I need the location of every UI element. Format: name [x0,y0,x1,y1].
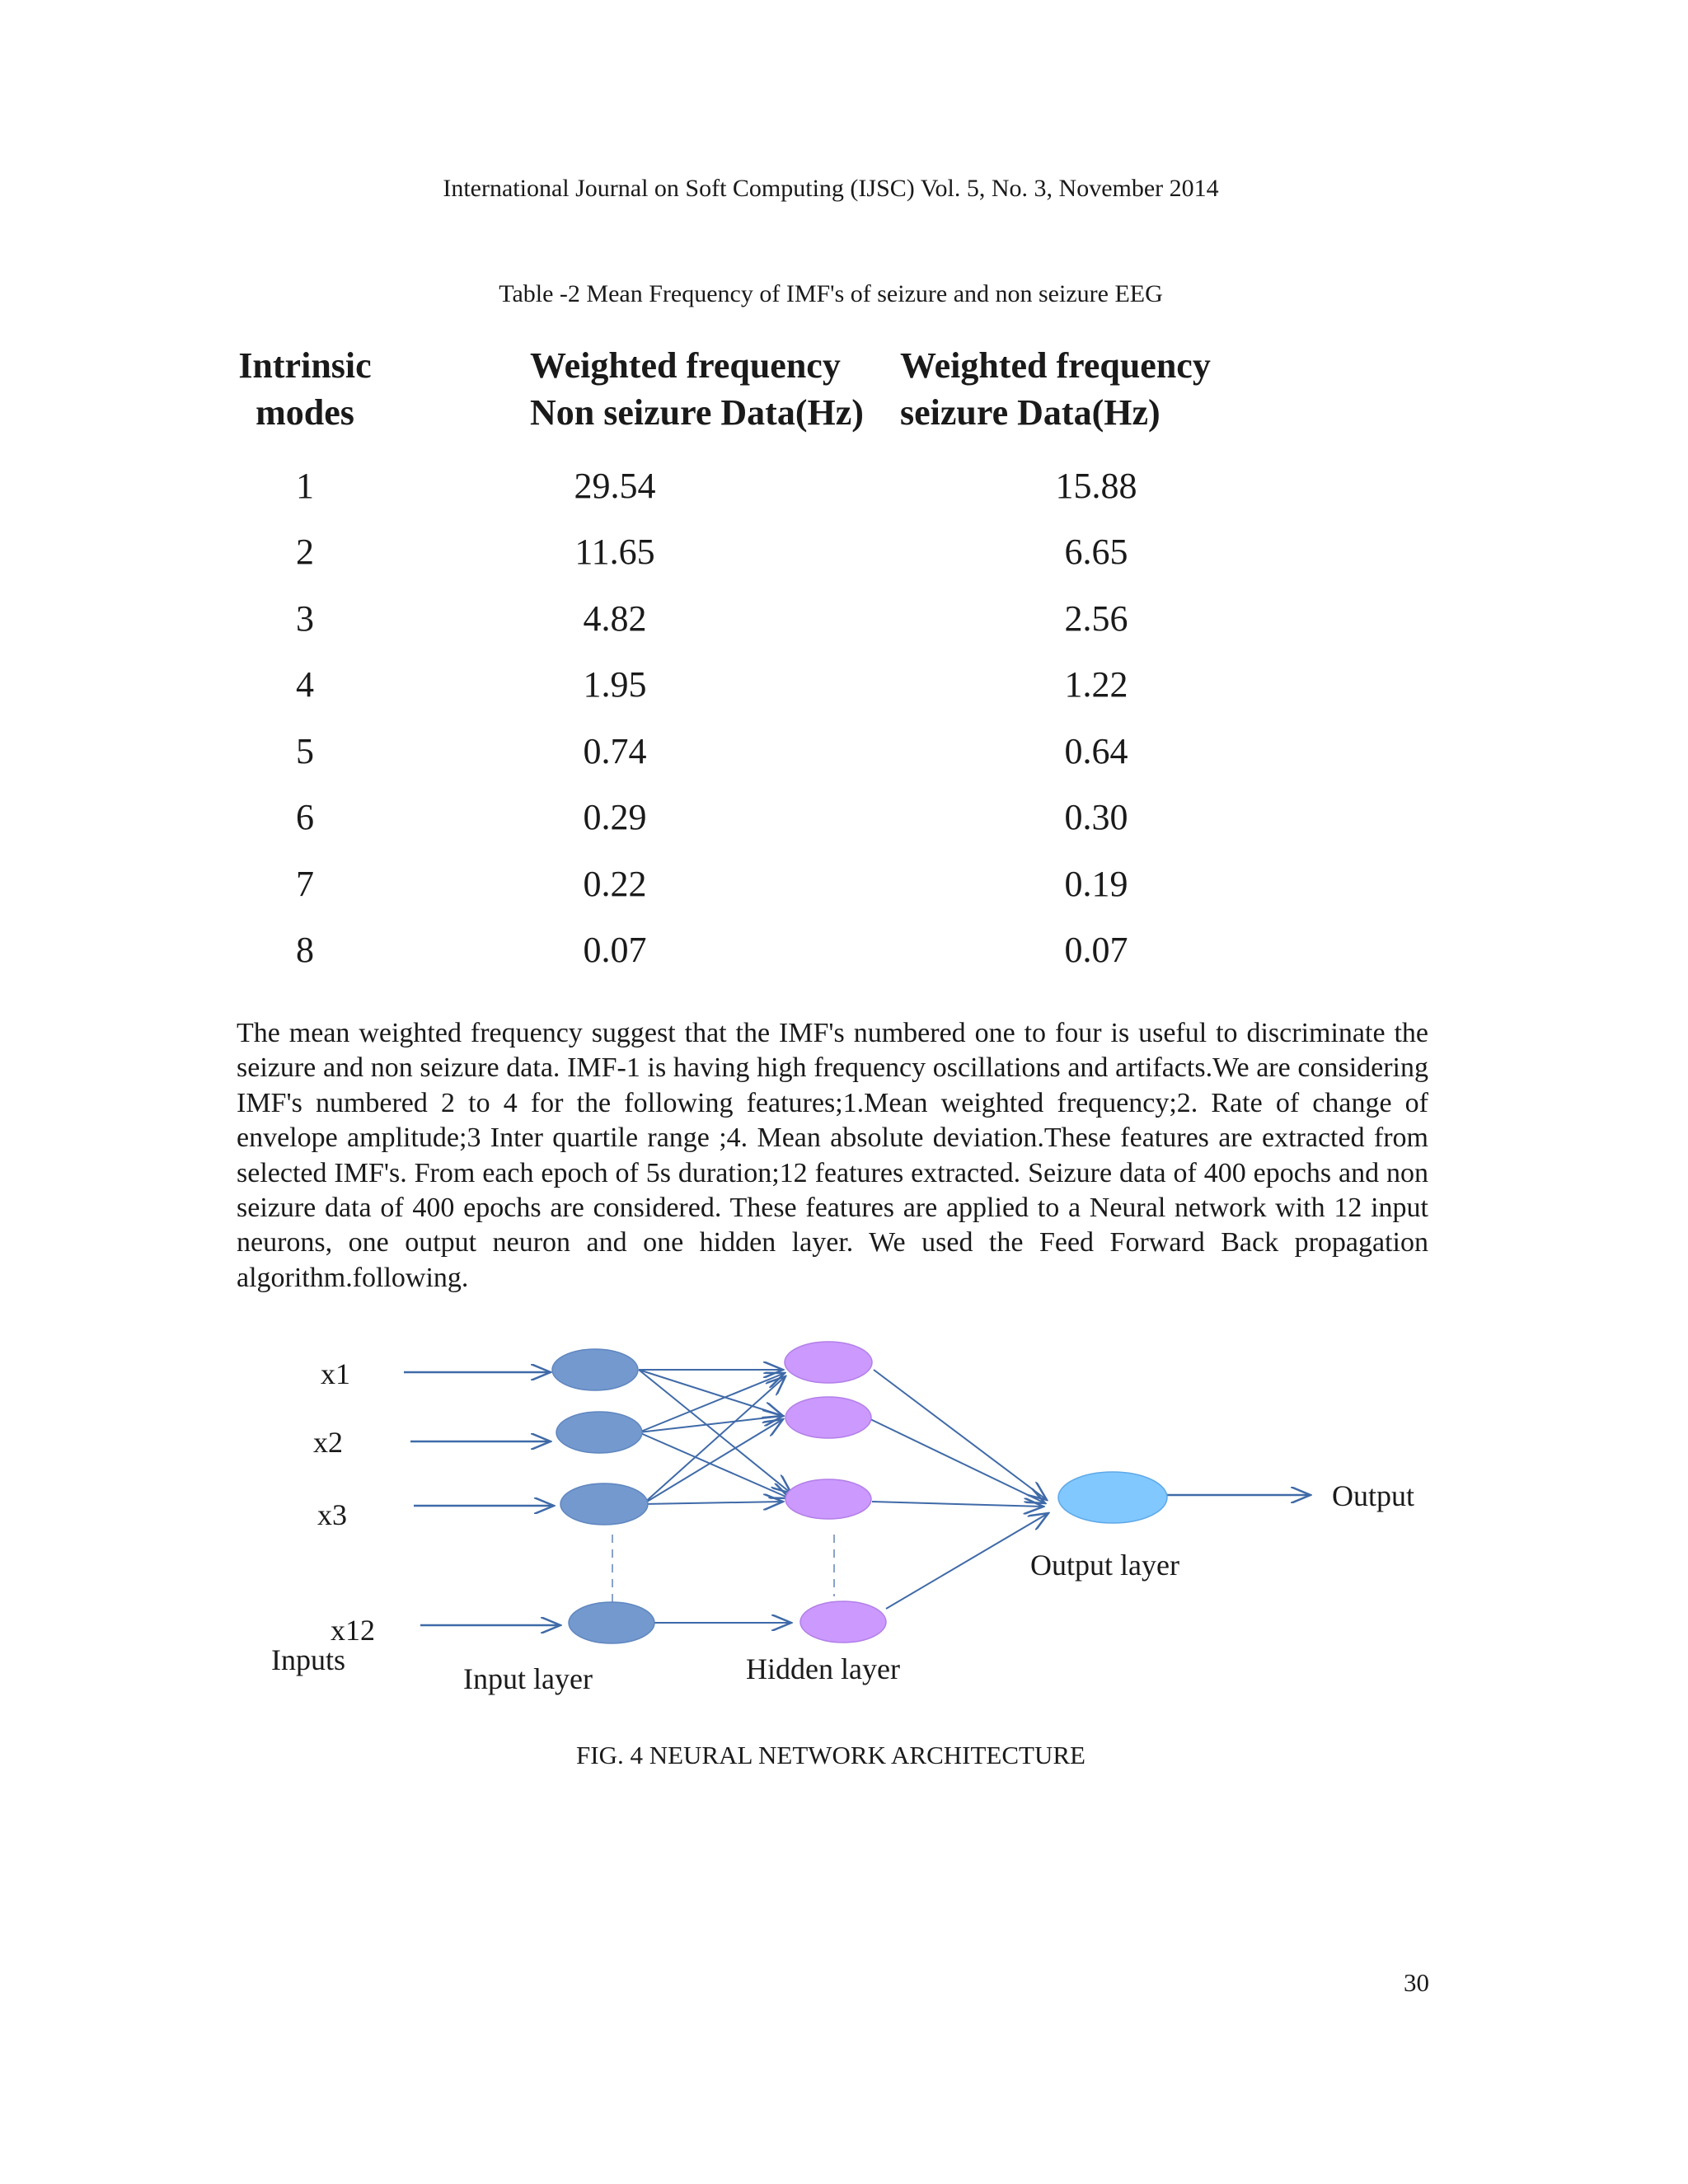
hidden-node [785,1397,871,1438]
imf-frequency-table [223,342,1434,983]
header-line: modes [256,392,354,433]
connection [643,1419,783,1504]
input-layer-nodes [552,1349,654,1643]
header-line: Weighted frequency [530,345,841,386]
table-cell-seizure: 0.30 [1064,797,1128,838]
hidden-layer-label: Hidden layer [746,1652,900,1685]
neural-network-figure [247,1319,1467,1731]
figure-caption: FIG. 4 NEURAL NETWORK ARCHITECTURE [576,1741,1085,1769]
input-layer-label: Input layer [463,1662,593,1695]
table-cell-non-seizure: 1.95 [583,664,647,705]
table-cell-non-seizure: 0.22 [583,863,647,904]
input-hidden-connections [639,1370,791,1623]
connection [639,1370,791,1493]
output-layer-label: Output layer [1030,1549,1179,1582]
table-cell-mode: 7 [296,863,314,904]
table-header [223,342,1434,452]
header-intrinsic-modes [223,342,387,452]
table-cell-mode: 5 [296,730,314,771]
table-row [223,851,1434,917]
table-cell-seizure: 1.22 [1064,664,1128,705]
header-line: Intrinsic [238,345,372,386]
table-cell-seizure: 0.64 [1064,730,1128,771]
table-cell-seizure: 15.88 [1055,465,1137,506]
table-cell-seizure: 0.19 [1064,863,1128,904]
hidden-node [785,1479,871,1519]
header-line: Weighted frequency [900,345,1211,386]
table-cell-non-seizure: 0.29 [583,797,647,838]
header-line: seizure Data(Hz) [900,392,1160,433]
page-number: 30 [1404,1968,1429,1997]
table-row [223,785,1434,851]
connection [874,1370,1047,1500]
table-cell-mode: 4 [296,664,314,705]
table-caption: Table -2 Mean Frequency of IMF's of seizure and non seizure EEG [499,280,1163,307]
input-label-x2: x2 [313,1426,343,1459]
header-seizure-frequency [882,342,1434,452]
table-cell-non-seizure: 0.74 [583,730,647,771]
running-head: International Journal on Soft Computing (IJSC) Vol. 5, No. 3, November 2014 [443,175,1219,202]
table-cell-non-seizure: 0.07 [583,930,647,971]
connection [872,1502,1043,1507]
input-node [552,1349,638,1390]
body-paragraph: The mean weighted frequency suggest that the IMF's numbered one to four is useful to discriminate the seizure and non seizure data. IMF-1 is having high frequency oscillations and artifacts.We are considering IMF's numbered 2 to 4 for the following features;1.Mean weighted frequency;2. Rate of change of envelope amplitude;3 Inter quartile range ;4. Mean absolute deviation.These features are extracted from selected IMF's. From each epoch of 5s duration;12 features extracted. Seizure data of 400 epochs and non seizure data of 400 epochs are considered. These features are applied to a Neural network with 12 input neurons, one output neuron and one hidden layer. We used the Feed Forward Back propagation algorithm.following. [237,1018,1428,1293]
table-cell-seizure: 0.07 [1064,930,1128,971]
hidden-layer-nodes [785,1342,886,1643]
table-cell-mode: 6 [296,797,314,838]
table-row [223,585,1434,652]
input-label-x3: x3 [317,1498,347,1531]
connection [886,1513,1048,1609]
table-row [223,718,1434,785]
table-cell-non-seizure: 29.54 [574,465,656,506]
table-cell-seizure: 6.65 [1064,532,1128,573]
table-cell-mode: 2 [296,532,314,573]
input-node [569,1602,654,1643]
table-cell-non-seizure: 4.82 [583,598,647,639]
input-node [560,1483,648,1525]
table-cell-non-seizure: 11.65 [574,532,655,573]
input-node [556,1412,642,1453]
header-non-seizure-frequency [387,342,882,452]
table-cell-mode: 1 [296,465,314,506]
table-row [223,652,1434,719]
table-header-row [223,342,1434,452]
table-row [223,917,1434,984]
connection [870,1419,1045,1503]
table-cell-mode: 3 [296,598,314,639]
input-label-x1: x1 [321,1357,350,1390]
input-arrows [404,1372,560,1625]
table-body [223,452,1434,983]
header-line: Non seizure Data(Hz) [530,392,864,433]
table-cell-mode: 8 [296,930,314,971]
input-label-x12: x12 [331,1614,375,1647]
table-row [223,452,1434,519]
table-cell-seizure: 2.56 [1064,598,1128,639]
hidden-output-connections [870,1370,1048,1609]
hidden-node [785,1342,872,1383]
output-label: Output [1332,1479,1415,1512]
connection [643,1502,783,1504]
table-row [223,519,1434,586]
inputs-label: Inputs [271,1643,345,1676]
output-node [1058,1472,1167,1523]
hidden-node [800,1601,886,1643]
connection [643,1376,785,1504]
connection [639,1370,783,1416]
